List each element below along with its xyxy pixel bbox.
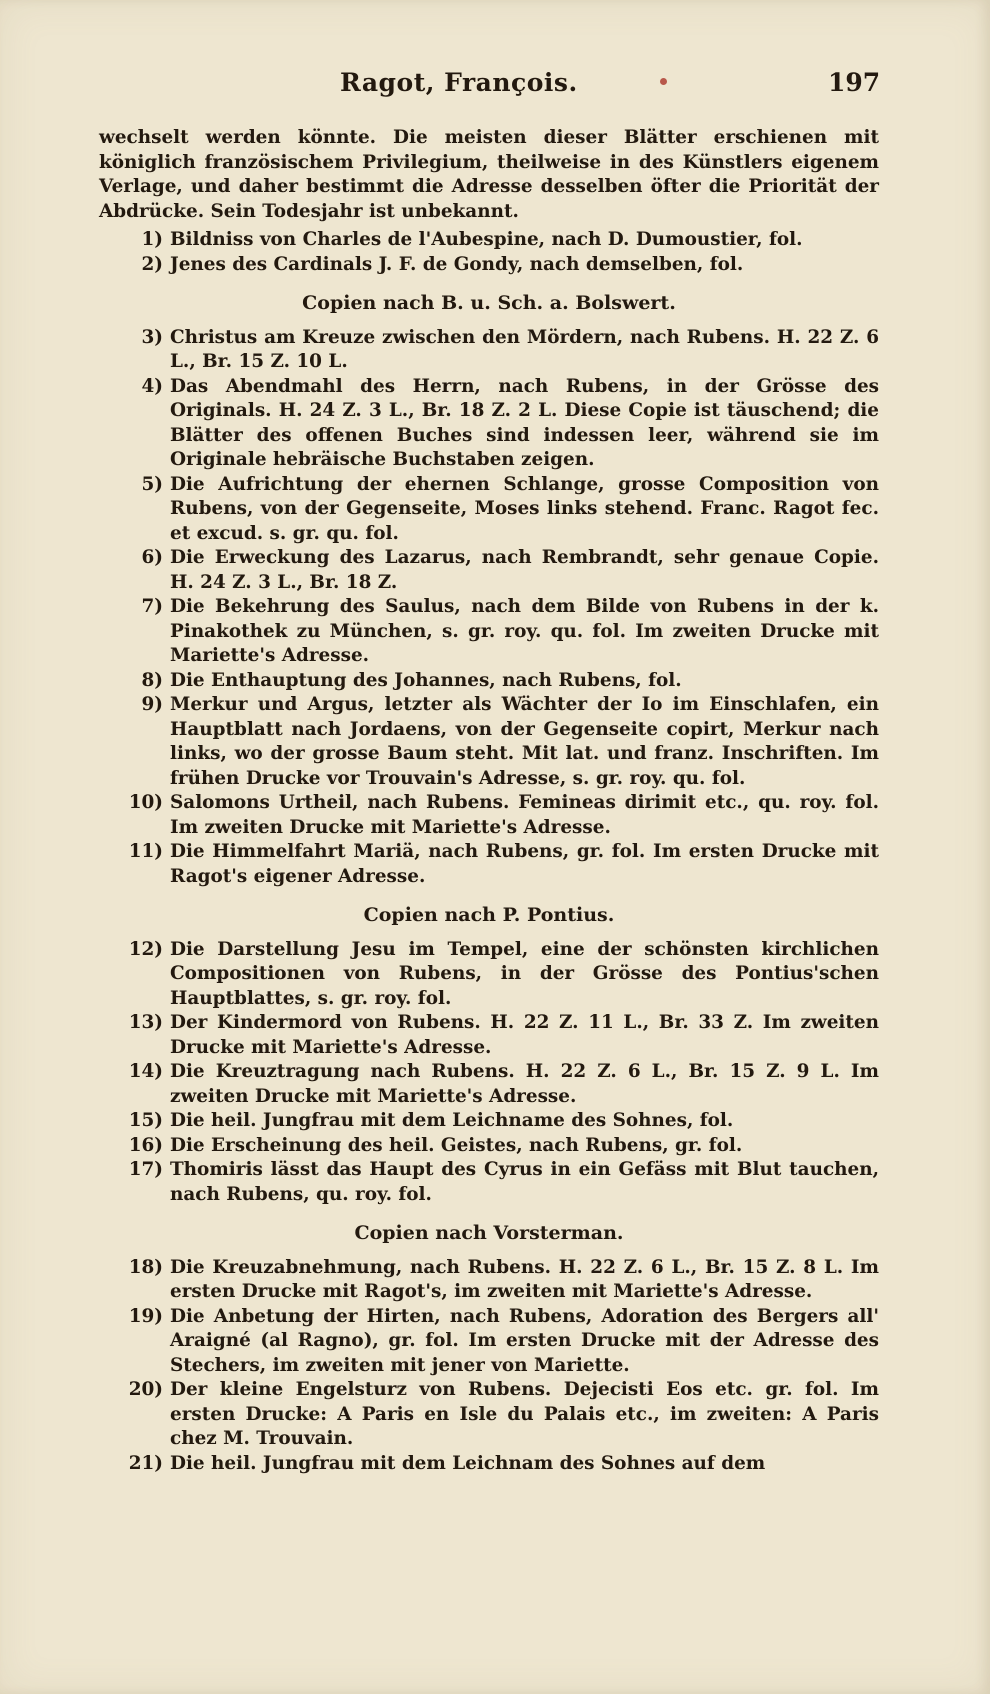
catalog-entry	[99, 228, 879, 253]
entry-number: 8)	[141, 669, 163, 691]
catalog-entry	[99, 1109, 879, 1134]
page-body	[99, 126, 879, 1476]
catalog-entry	[99, 473, 879, 547]
entry-text: Der Kindermord von Rubens. H. 22 Z. 11 L., Br. 33 Z. Im zweiten Drucke mit Mariette's Adresse.	[170, 1012, 879, 1058]
entry-text: Bildniss von Charles de l'Aubespine, nach D. Dumoustier, fol.	[170, 229, 803, 250]
entry-number: 21)	[128, 1452, 163, 1474]
entry-number: 14)	[128, 1061, 163, 1082]
catalog-entry	[99, 1134, 879, 1159]
catalog-entry	[99, 253, 879, 278]
entry-text: Die Darstellung Jesu im Tempel, eine der schönsten kirchlichen Compositionen von Rubens, in der Grösse des Pontius'schen Hauptblattes, s. gr. roy. fol.	[170, 938, 879, 1009]
entry-text: Die Kreuzabnehmung, nach Rubens. H. 22 Z. 6 L., Br. 15 Z. 8 L. Im ersten Drucke mit Ragot's, im zweiten mit Mariette's Adresse.	[170, 1256, 879, 1302]
catalog-entry	[99, 1305, 879, 1379]
catalog-entry	[99, 1060, 879, 1109]
entry-number: 13)	[128, 1012, 163, 1033]
entry-list-pontius	[99, 938, 879, 1208]
entry-text: Die heil. Jungfrau mit dem Leichnam des Sohnes auf dem	[170, 1452, 766, 1474]
entry-number: 4)	[141, 375, 163, 397]
running-head	[0, 62, 990, 102]
catalog-entry	[99, 938, 879, 1012]
catalog-entry	[99, 1378, 879, 1452]
catalog-entry	[99, 1452, 879, 1477]
entry-number: 3)	[141, 326, 163, 348]
entry-text: Die Kreuztragung nach Rubens. H. 22 Z. 6 L., Br. 15 Z. 9 L. Im zweiten Drucke mit Mariette's Adresse.	[170, 1061, 879, 1107]
entry-text: Die Erscheinung des heil. Geistes, nach Rubens, gr. fol.	[170, 1134, 743, 1156]
entry-number: 18)	[128, 1256, 163, 1278]
entry-number: 6)	[141, 547, 163, 568]
entry-text: Der kleine Engelsturz von Rubens. Dejecisti Eos etc. gr. fol. Im ersten Drucke: A Paris en Isle du Palais etc., im zweiten: A Paris chez M. Trouvain.	[170, 1379, 879, 1449]
entry-text: Die Enthauptung des Johannes, nach Rubens, fol.	[170, 669, 682, 691]
section-heading-pontius: Copien nach P. Pontius.	[363, 904, 615, 926]
entry-number: 12)	[128, 938, 163, 960]
intro-paragraph: wechselt werden könnte. Die meisten dieser Blätter erschienen mit königlich französischem Privilegium, theilweise in des Künstlers eigenem Verlage, und daher bestimmt die Adresse desselben öfter die Priorität der Abdrücke. Sein Todesjahr ist unbekannt.	[99, 127, 879, 222]
section-heading-bolswert: Copien nach B. u. Sch. a. Bolswert.	[302, 292, 676, 314]
entry-number: 15)	[128, 1110, 163, 1131]
catalog-entry	[99, 1158, 879, 1207]
section-heading-vorsterman: Copien nach Vorsterman.	[354, 1222, 624, 1244]
entry-list-vorsterman	[99, 1256, 879, 1477]
entry-text: Das Abendmahl des Herrn, nach Rubens, in der Grösse des Originals. H. 24 Z. 3 L., Br. 18 Z. 2 L. Diese Copie ist täuschend; die Blätter des offenen Buches sind indessen leer, während sie im Originale hebräische Buchstaben zeigen.	[170, 375, 879, 470]
entry-text: Die Aufrichtung der ehernen Schlange, grosse Composition von Rubens, von der Gegenseite, Moses links stehend. Franc. Ragot fec. et excud. s. gr. qu. fol.	[170, 473, 879, 544]
catalog-entry	[99, 546, 879, 595]
entry-text: Die Anbetung der Hirten, nach Rubens, Adoration des Bergers all' Araigné (al Ragno), gr. fol. Im ersten Drucke mit der Adresse des Stechers, im zweiten mit jener von Mariette.	[170, 1305, 879, 1376]
entry-text: Die Bekehrung des Saulus, nach dem Bilde von Rubens in der k. Pinakothek zu München, s. gr. roy. qu. fol. Im zweiten Drucke mit Mariette's Adresse.	[170, 596, 879, 666]
entry-number: 2)	[141, 253, 163, 275]
entry-number: 16)	[128, 1134, 163, 1156]
entry-text: Jenes des Cardinals J. F. de Gondy, nach demselben, fol.	[170, 253, 744, 275]
ink-dot	[660, 78, 667, 85]
entry-number: 5)	[141, 473, 163, 495]
catalog-entry	[99, 595, 879, 669]
entry-number: 9)	[141, 694, 163, 715]
catalog-entry	[99, 669, 879, 694]
entry-number: 1)	[141, 229, 163, 250]
entry-number: 17)	[128, 1159, 163, 1180]
entry-number: 20)	[128, 1379, 163, 1400]
entry-number: 7)	[141, 596, 163, 617]
catalog-entry	[99, 375, 879, 473]
entry-number: 10)	[128, 792, 163, 813]
catalog-entry	[99, 693, 879, 791]
catalog-entry	[99, 1256, 879, 1305]
entry-text: Die heil. Jungfrau mit dem Leichname des Sohnes, fol.	[170, 1110, 734, 1131]
running-title: Ragot, François.	[340, 68, 578, 97]
entry-list-bolswert	[99, 326, 879, 890]
catalog-entry	[99, 791, 879, 840]
entry-text: Die Erweckung des Lazarus, nach Rembrandt, sehr genaue Copie. H. 24 Z. 3 L., Br. 18 Z.	[170, 547, 879, 593]
catalog-entry	[99, 326, 879, 375]
entry-number: 11)	[128, 841, 163, 862]
entry-text: Salomons Urtheil, nach Rubens. Femineas dirimit etc., qu. roy. fol. Im zweiten Drucke mit Mariette's Adresse.	[170, 792, 879, 838]
page-number: 197	[828, 68, 881, 97]
entry-text: Thomiris lässt das Haupt des Cyrus in ein Gefäss mit Blut tauchen, nach Rubens, qu. roy. fol.	[170, 1159, 879, 1205]
entry-list-portraits	[99, 228, 879, 277]
entry-text: Die Himmelfahrt Mariä, nach Rubens, gr. fol. Im ersten Drucke mit Ragot's eigener Adresse.	[170, 841, 879, 887]
entry-number: 19)	[128, 1305, 163, 1327]
entry-text: Merkur und Argus, letzter als Wächter der Io im Einschlafen, ein Hauptblatt nach Jordaens, von der Gegenseite copirt, Merkur nach links, wo der grosse Baum steht. Mit lat. und franz. Inschriften. Im frühen Drucke vor Trouvain's Adresse, s. gr. roy. qu. fol.	[170, 694, 879, 789]
catalog-entry	[99, 1011, 879, 1060]
catalog-entry	[99, 840, 879, 889]
entry-text: Christus am Kreuze zwischen den Mördern, nach Rubens. H. 22 Z. 6 L., Br. 15 Z. 10 L.	[170, 326, 879, 372]
